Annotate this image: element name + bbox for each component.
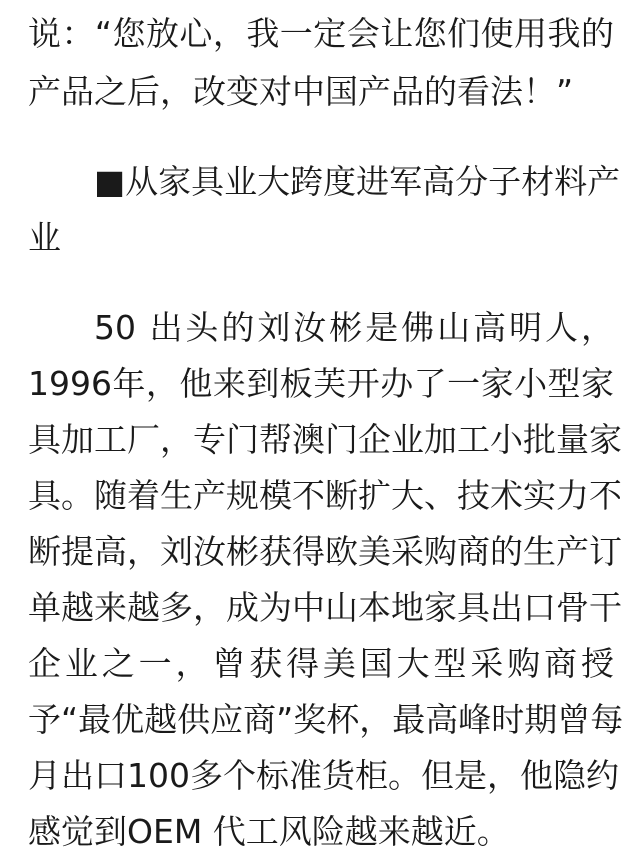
body-line-2: 1996年，他来到板芙开办了一家小型家 xyxy=(28,364,614,403)
section-heading-line-1: ■从家具业大跨度进军高分子材料产 xyxy=(94,162,621,201)
body-line-8: 予“最优越供应商”奖杯，最高峰时期曾每 xyxy=(28,700,624,739)
body-line-10: 感觉到OEM 代工风险越来越近。 xyxy=(28,812,510,851)
body-line-1: 50 出头的刘汝彬是佛山高明人， xyxy=(94,308,614,347)
body-line-3: 具加工厂，专门帮澳门企业加工小批量家 xyxy=(28,420,622,459)
quote-line-2: 产品之后，改变对中国产品的看法！” xyxy=(28,72,574,111)
body-line-7: 企业之一，曾获得美国大型采购商授 xyxy=(28,644,614,683)
quote-line-1: 说：“您放心，我一定会让您们使用我的 xyxy=(28,14,614,53)
section-heading-line-2: 业 xyxy=(28,218,61,257)
body-line-9: 月出口100多个标准货柜。但是，他隐约 xyxy=(28,756,619,795)
body-line-5: 断提高，刘汝彬获得欧美采购商的生产订 xyxy=(28,532,622,571)
body-line-4: 具。随着生产规模不断扩大、技术实力不 xyxy=(28,476,622,515)
body-line-6: 单越来越多，成为中山本地家具出口骨干 xyxy=(28,588,622,627)
